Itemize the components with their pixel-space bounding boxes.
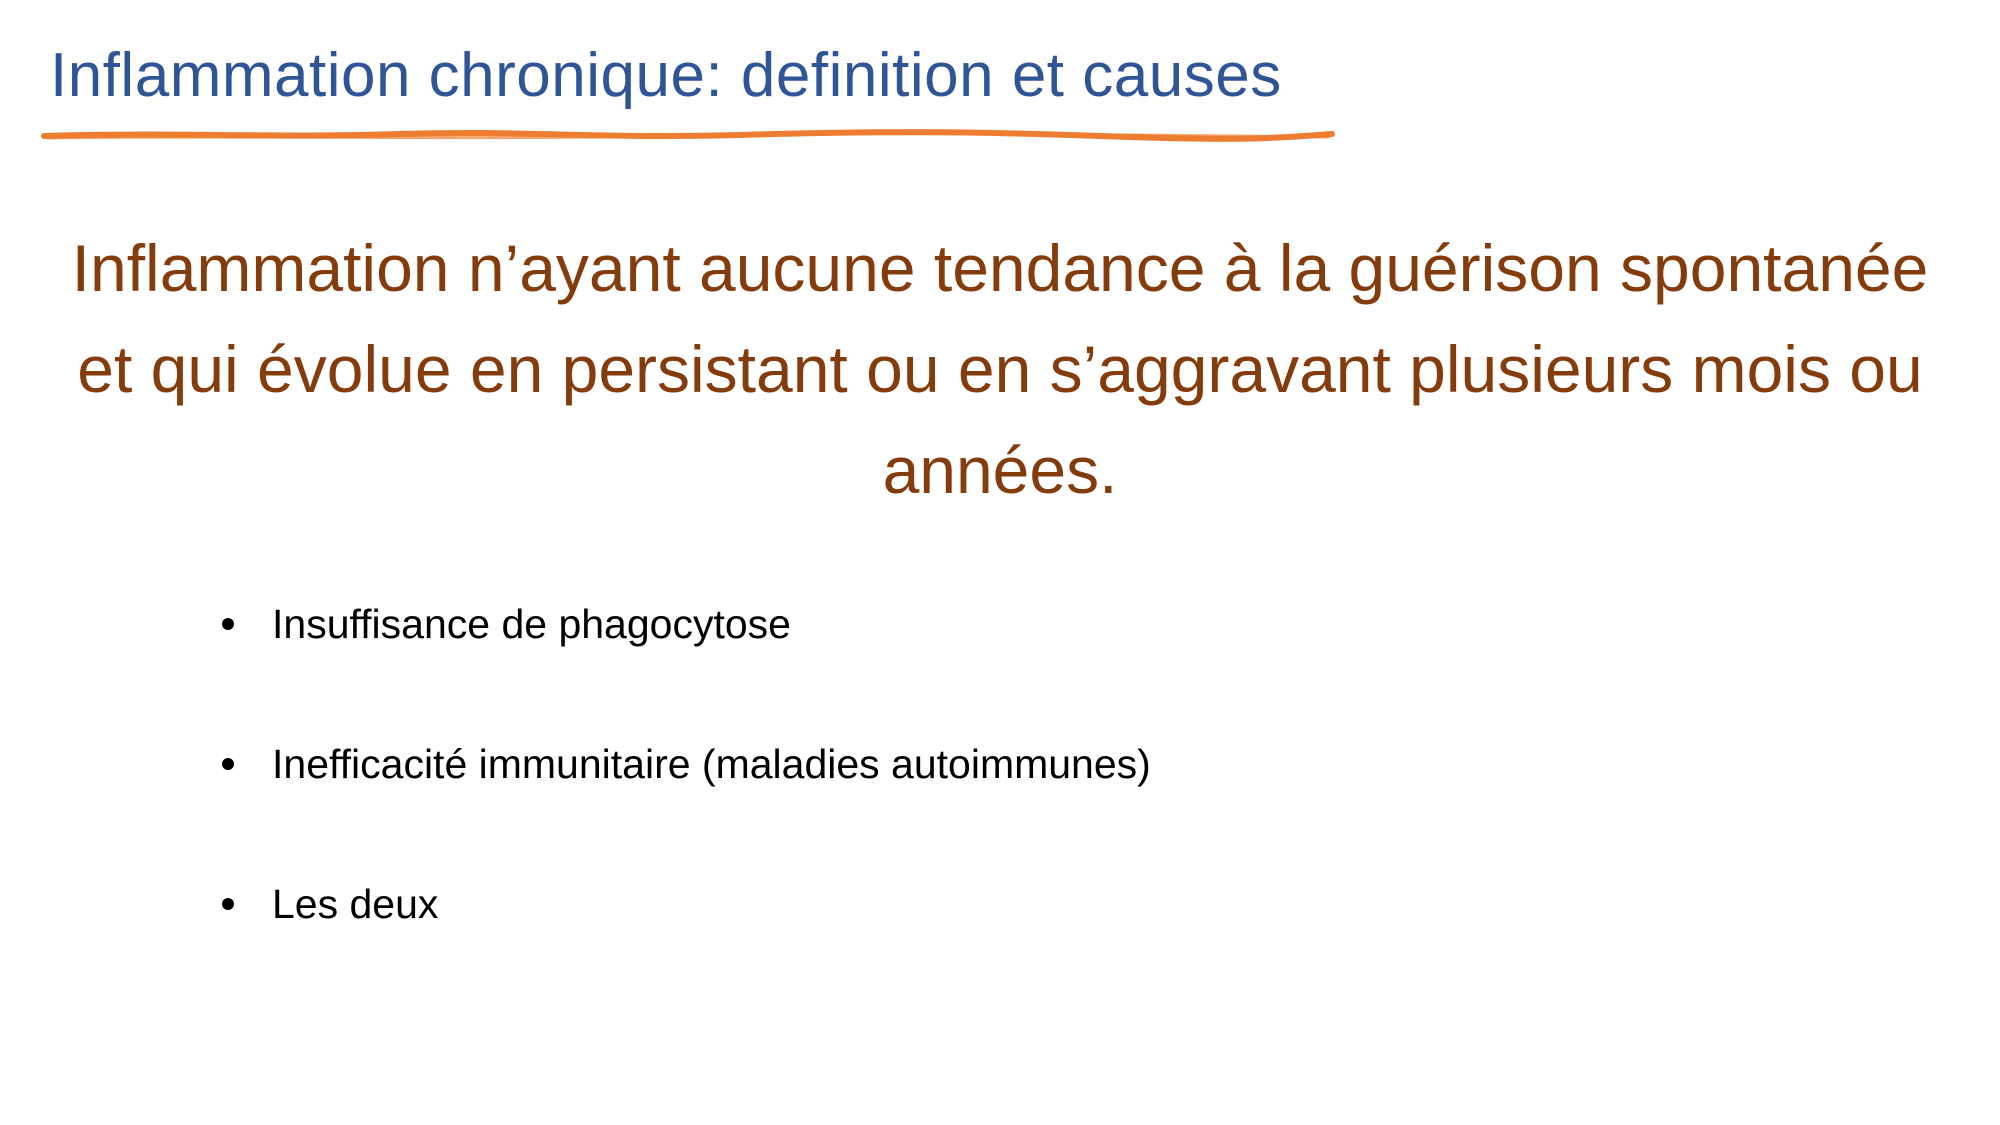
list-item [222,874,1151,934]
definition-text: Inflammation n’ayant aucune tendance à la guérison spontanée et qui évolue en persistant ou en s’aggravant plusieurs mois ou années. [71,231,1929,507]
list-item-text: Inefficacité immunitaire (maladies autoimmunes) [272,740,1151,787]
bullet-icon [222,618,234,630]
list-item-text: Les deux [272,880,439,927]
bullet-icon [222,898,234,910]
title-underline [40,126,1340,146]
list-item [222,734,1151,794]
list-item-text: Insuffisance de phagocytose [272,600,791,647]
causes-list [222,594,1151,1014]
slide-title: Inflammation chronique: definition et causes [50,41,1282,110]
list-item [222,594,1151,654]
bullet-icon [222,758,234,770]
